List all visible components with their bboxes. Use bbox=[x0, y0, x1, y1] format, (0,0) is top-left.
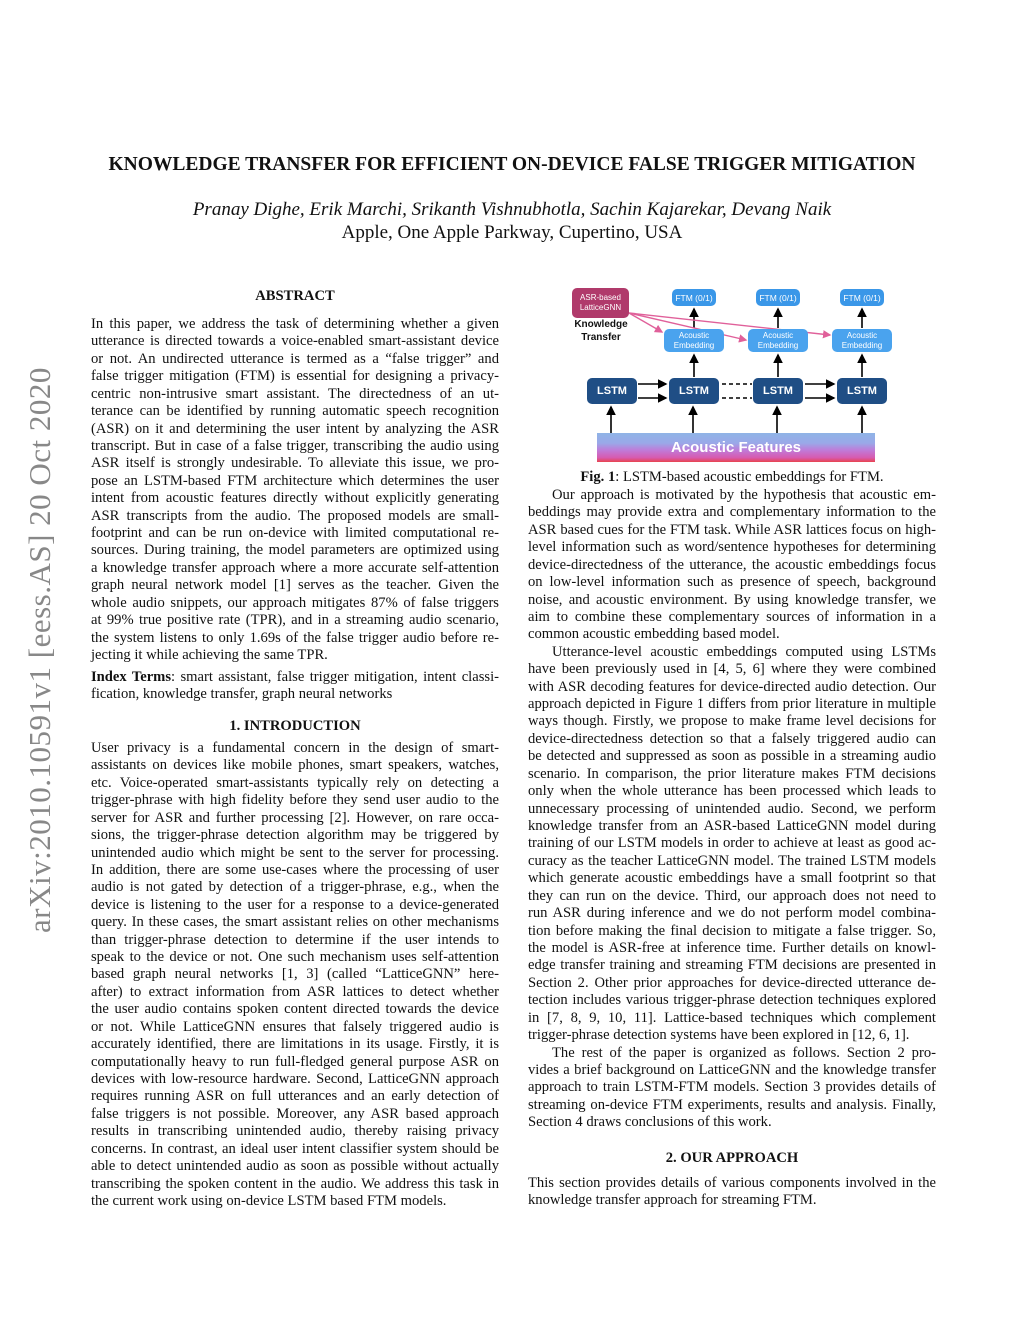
text-line: level information such as word/sentence hypotheses for determining bbox=[528, 539, 936, 556]
index-terms bbox=[91, 669, 499, 704]
text-line: (ASR) on it and determining the user intent by analyzing the ASR bbox=[91, 420, 499, 437]
author-list: Pranay Dighe, Erik Marchi, Srikanth Vishnubhotla, Sachin Kajarekar, Devang Naik bbox=[192, 199, 832, 220]
text-line: speak to the device or not. One such mechanism uses self-attention bbox=[91, 949, 499, 966]
text-line: trigger-phrase detection systems have been explored in [12, 6, 1]. bbox=[528, 1027, 910, 1044]
text-line: device is listening to the user for a response to a device-generated bbox=[91, 896, 499, 913]
text-line: the system listens to only 1.69s of the false trigger audio before re- bbox=[91, 629, 499, 646]
text-line: scenario. In comparison, the prior literature makes FTM decisions bbox=[528, 765, 936, 782]
text-line: results in transcribing unintended audio, thereby raising privacy bbox=[91, 1123, 499, 1140]
lstm-box: LSTM bbox=[837, 378, 887, 404]
text-line: unnecessary processing of unintended audio. Second, we perform bbox=[528, 800, 936, 817]
lstm-box: LSTM bbox=[587, 378, 637, 404]
paper-title: KNOWLEDGE TRANSFER FOR EFFICIENT ON-DEVICE FALSE TRIGGER MITIGATION bbox=[108, 154, 916, 175]
text-line: centric non-intrusive smart assistant. The directedness of an ut- bbox=[91, 385, 499, 402]
text-line: This section provides details of various components involved in the bbox=[528, 1175, 936, 1191]
text-line: only when the whole utterance has been processed which leads to bbox=[528, 783, 936, 800]
text-line: device-directedness of the utterance, the acoustic embeddings focus bbox=[528, 556, 936, 573]
text-line: or not. An undirected utterance is termed as a “false trigger” and bbox=[91, 350, 499, 367]
text-line: transcript. But in case of a false trigger, transcribing the audio using bbox=[91, 437, 499, 454]
text-line: audio is not gated by detection of a trigger-phrase, e.g., when the bbox=[91, 879, 499, 896]
affiliation: Apple, One Apple Parkway, Cupertino, USA bbox=[341, 222, 683, 243]
text-line: ASR itself is strongly undesirable. To alleviate this issue, we pro- bbox=[91, 455, 499, 472]
text-line: common acoustic embedding based model. bbox=[528, 626, 780, 643]
text-line: run ASR during inference and we do not perform model combina- bbox=[528, 905, 936, 922]
text-line: with ASR decoding features for device-directed audio detection. Our bbox=[528, 678, 936, 695]
text-line: query. In these cases, the smart assistant relies on other mechanisms bbox=[91, 914, 499, 931]
ftm-output-box: FTM (0/1) bbox=[756, 289, 800, 306]
text-line: which generate acoustic embeddings have a small footprint so that bbox=[528, 870, 936, 887]
text-line: server for ASR and further processing [2]. However, on rare occa- bbox=[91, 809, 499, 826]
text-line: curacy as the teacher LatticeGNN model. The trained LSTM models bbox=[528, 852, 936, 869]
text-line: or not. While LatticeGNN ensures that falsely triggered audio is bbox=[91, 1018, 499, 1035]
text-line: Our approach is motivated by the hypothesis that acoustic em- bbox=[552, 487, 936, 503]
text-line: training of our LSTM models in order to achieve at least as good ac- bbox=[528, 835, 936, 852]
text-line: false triggers is not possible. Moreover, any ASR based approach bbox=[91, 1105, 499, 1122]
acoustic-features-spectrogram: Acoustic Features bbox=[597, 433, 875, 462]
text-line: be detected and suppressed as soon as possible in a streaming audio bbox=[528, 748, 936, 765]
right-column-body bbox=[528, 487, 936, 1132]
text-line: vides a brief background on LatticeGNN and the knowledge transfer bbox=[528, 1061, 936, 1078]
text-line: device-directedness detection so that a falsely triggered audio can bbox=[528, 730, 936, 747]
text-line: edge transfer training and streaming FTM decisions are presented in bbox=[528, 957, 936, 974]
text-line: have been previously used in [4, 5, 6] where they were combined bbox=[528, 661, 936, 678]
text-line: aim to combine these complementary sources of information in a bbox=[528, 608, 936, 625]
text-line: approach to train LSTM-FTM models. Section 3 provides details of bbox=[528, 1079, 936, 1096]
acoustic-embedding-box: Acoustic Embedding bbox=[832, 329, 892, 352]
index-terms-text: fication, knowledge transfer, graph neural networks bbox=[91, 686, 393, 703]
text-line: tion before making the final decision to mitigate a false trigger. So, bbox=[528, 922, 936, 939]
acoustic-embedding-box: Acoustic Embedding bbox=[664, 329, 724, 352]
text-line: concerns. In contrast, an ideal user intent classifier system should be bbox=[91, 1140, 499, 1157]
text-line: sions, the trigger-phrase detection algorithm may be triggered by bbox=[91, 827, 499, 844]
text-line: streaming on-device FTM experiments, results and analysis. Finally, bbox=[528, 1096, 936, 1113]
text-line: computationally heavy to run full-fledged general purpose ASR on bbox=[91, 1053, 499, 1070]
text-line: accurately identified, there are limitations in its usage. Firstly, it is bbox=[91, 1036, 499, 1053]
text-line: ASR based cues for the FTM task. While ASR lattices focus on high- bbox=[528, 521, 936, 538]
text-line: after) to extract information from ASR lattices to detect whether bbox=[91, 983, 499, 1000]
introduction-body bbox=[91, 740, 499, 1210]
text-line: in [7, 8, 9, 10, 11]. Lattice-based techniques which complement bbox=[528, 1009, 936, 1026]
text-line: pose an LSTM-based FTM architecture which determines the user bbox=[91, 472, 499, 489]
knowledge-transfer-label: Knowledge Transfer bbox=[574, 319, 628, 343]
text-line: jecting it while achieving the same TPR. bbox=[91, 647, 328, 664]
text-line: In addition, there are some use-cases where the processing of user bbox=[91, 861, 499, 878]
text-line: transcribing the spoken content in the audio. We address this task in bbox=[91, 1175, 499, 1192]
text-line: requires running ASR on full utterances and an early detection of bbox=[91, 1088, 499, 1105]
ftm-output-box: FTM (0/1) bbox=[672, 289, 716, 306]
text-line: etc. Voice-operated smart-assistants typically rely on detecting a bbox=[91, 774, 499, 791]
asr-latticegnn-box: ASR-based LatticeGNN bbox=[572, 288, 629, 318]
text-line: able to detect unintended audio as soon as possible without actually bbox=[91, 1158, 499, 1175]
text-line: based graph neural networks [1, 3] (called “LatticeGNN” here- bbox=[91, 966, 499, 983]
text-line: User privacy is a fundamental concern in the design of smart- bbox=[91, 740, 499, 756]
text-line: tection includes various trigger-phrase detection techniques explored bbox=[528, 992, 936, 1009]
text-line: unintended audio which might be sent to the server for processing. bbox=[91, 844, 499, 861]
text-line: utterance is directed towards a voice-enabled smart-assistant device bbox=[91, 333, 499, 350]
index-terms-label: Index Terms bbox=[91, 669, 172, 685]
figure-caption-text: : LSTM-based acoustic embeddings for FTM. bbox=[615, 469, 884, 485]
text-line: the current work using on-device LSTM based FTM models. bbox=[91, 1192, 447, 1209]
text-line: trigger-phrase with high fidelity before they send user audio to the bbox=[91, 792, 499, 809]
text-line: Utterance-level acoustic embeddings computed using LSTMs bbox=[552, 643, 936, 660]
acoustic-embedding-box: Acoustic Embedding bbox=[748, 329, 808, 352]
text-line: they can run on the device. Third, our approach does not need to bbox=[528, 887, 936, 904]
text-line: footprint and can be run on-device with limited computational re- bbox=[91, 525, 499, 542]
text-line: false trigger mitigation (FTM) is essential for designing a privacy- bbox=[91, 368, 499, 385]
introduction-heading: 1. INTRODUCTION bbox=[229, 718, 361, 734]
text-line: devices with low-resource hardware. Second, LatticeGNN approach bbox=[91, 1071, 499, 1088]
text-line: assistants on devices like mobile phones, smart speakers, watches, bbox=[91, 757, 499, 774]
our-approach-body bbox=[528, 1175, 936, 1210]
text-line: knowledge transfer approach for streaming FTM. bbox=[528, 1192, 817, 1209]
text-line: ways though. Firstly, we propose to make frame level decisions for bbox=[528, 713, 936, 730]
text-line: terance can be identified by running automatic speech recognition bbox=[91, 403, 499, 420]
text-line: beddings may provide extra and complementary information to the bbox=[528, 504, 936, 521]
figure-caption bbox=[528, 469, 936, 486]
lstm-box: LSTM bbox=[753, 378, 803, 404]
index-terms-text: : smart assistant, false trigger mitigation, intent classi- bbox=[171, 669, 499, 685]
our-approach-heading: 2. OUR APPROACH bbox=[665, 1150, 799, 1166]
text-line: approach depicted in Figure 1 differs from prior literature in multiple bbox=[528, 696, 936, 713]
text-line: the model is ASR-free at inference time. Further details on knowl- bbox=[528, 939, 936, 956]
text-line: on low-level information such as presence of speech, background bbox=[528, 574, 936, 591]
abstract-body bbox=[91, 316, 499, 664]
ftm-output-box: FTM (0/1) bbox=[840, 289, 884, 306]
text-line: whole audio snippets, our approach mitigates 87% of false triggers bbox=[91, 594, 499, 611]
text-line: graph neural network model [1] serves as the teacher. Given the bbox=[91, 577, 499, 594]
text-line: intent from acoustic features directly without explicitly generating bbox=[91, 490, 499, 507]
text-line: noise, and acoustic environment. By using knowledge transfer, we bbox=[528, 591, 936, 608]
text-line: Section 4 draws conclusions of this work. bbox=[528, 1114, 772, 1131]
arxiv-identifier-stamp: arXiv:2010.10591v1 [eess.AS] 20 Oct 2020 bbox=[22, 367, 57, 933]
text-line: ASR transcripts from the audio. The proposed models are small- bbox=[91, 507, 499, 524]
abstract-heading: ABSTRACT bbox=[255, 288, 335, 304]
text-line: The rest of the paper is organized as follows. Section 2 pro- bbox=[552, 1044, 936, 1061]
text-line: knowledge transfer from an ASR-based LatticeGNN model during bbox=[528, 818, 936, 835]
text-line: than trigger-phrase detection to determine if the user intends to bbox=[91, 931, 499, 948]
figure-caption-label: Fig. 1 bbox=[580, 469, 616, 485]
text-line: Section 2. Other prior approaches for device-directed utterance de- bbox=[528, 974, 936, 991]
text-line: a knowledge transfer approach where a more accurate self-attention bbox=[91, 559, 499, 576]
text-line: the user audio contains spoken content directed towards the device bbox=[91, 1001, 499, 1018]
text-line: sources. During training, the model parameters are optimized using bbox=[91, 542, 499, 559]
text-line: at 99% true positive rate (TPR), and in a streaming audio scenario, bbox=[91, 612, 499, 629]
text-line: In this paper, we address the task of determining whether a given bbox=[91, 316, 499, 332]
lstm-box: LSTM bbox=[669, 378, 719, 404]
